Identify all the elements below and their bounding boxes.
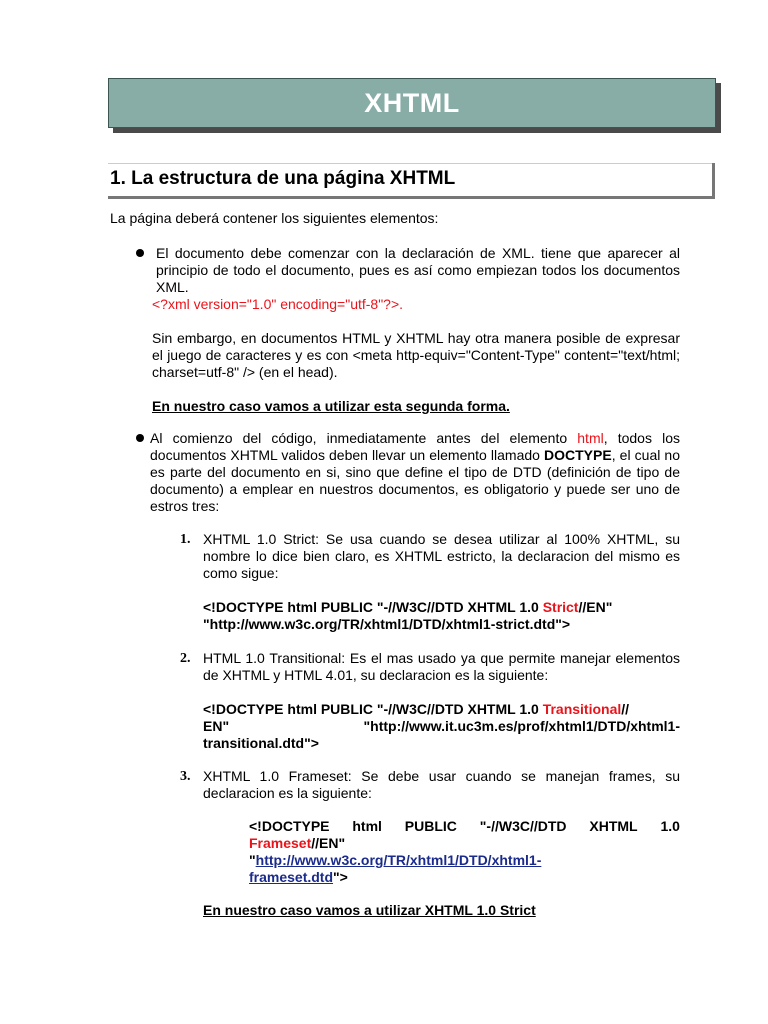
item2-code-url: "http://www.it.uc3m.es/prof/xhtml1/DTD/xhtml1- — [363, 718, 680, 734]
frameset-dtd-link[interactable]: http://www.w3c.org/TR/xhtml1/DTD/xhtml1- — [255, 852, 542, 868]
item-number-3: 3. — [180, 769, 191, 784]
item2-code — [203, 701, 680, 752]
item3-code-word-6: 1.0 — [660, 818, 680, 834]
page-title: XHTML — [364, 87, 460, 118]
item2-code-en: EN" — [203, 718, 230, 734]
bullet1-emphasis: En nuestro caso vamos a utilizar esta segunda forma. — [152, 398, 510, 414]
bullet2-text — [150, 430, 680, 515]
item-number-2: 2. — [180, 651, 191, 666]
item2-code-transitional: Transitional — [542, 701, 622, 717]
html-element-word: html — [577, 430, 604, 446]
frameset-dtd-link-cont[interactable]: frameset.dtd — [249, 869, 334, 885]
bullet1-text: El documento debe comenzar con la declaración de XML. tiene que aparecer al principio de todo el documento, pues es así como empiezan todos los documentos XML. — [156, 245, 680, 295]
item1-code-strict: Strict — [542, 599, 579, 615]
section-heading: 1. La estructura de una página XHTML — [110, 168, 456, 189]
item2-code-pre: <!DOCTYPE html PUBLIC "-//W3C//DTD XHTML 1.0 — [203, 701, 543, 717]
item3-code-post: //EN" — [311, 835, 346, 851]
item1-desc: XHTML 1.0 Strict: Se usa cuando se desea utilizar al 100% XHTML, su nombre lo dice bien claro, es XHTML estricto, la declaracion del mismo es como sigue: — [203, 531, 680, 581]
item1-code-line2: "http://www.w3c.org/TR/xhtml1/DTD/xhtml1-strict.dtd"> — [203, 616, 571, 632]
bullet1-para2: Sin embargo, en documentos HTML y XHTML hay otra manera posible de expresar el juego de caracteres y es con <meta http-equiv="Content-Type" content="text/html; charset=utf-8" /> (en el head). — [152, 330, 680, 380]
item2-code-post: // — [621, 701, 630, 717]
bullet2-mid: , todos los documentos XHTML validos deben llevar un elemento llamado — [150, 430, 680, 463]
item3-code-end: "> — [333, 869, 348, 885]
item2-desc: HTML 1.0 Transitional: Es el mas usado ya que permite manejar elementos de XHTML y HTML 4.01, su declaracion es la siguiente: — [203, 650, 680, 683]
item3-code-frameset: Frameset — [249, 835, 312, 851]
doctype-word: DOCTYPE — [544, 447, 612, 463]
item3-code-word-2: html — [352, 818, 382, 834]
final-note: En nuestro caso vamos a utilizar XHTML 1.0 Strict — [203, 902, 536, 918]
item3-desc: XHTML 1.0 Frameset: Se debe usar cuando se manejan frames, su declaracion es la siguiente: — [203, 768, 680, 801]
item3-code-quote: " — [249, 852, 256, 868]
bullet2-pre: Al comienzo del código, inmediatamente antes del elemento — [150, 430, 578, 446]
item3-code-word-1: <!DOCTYPE — [249, 818, 330, 834]
bullet-dot-1 — [136, 249, 144, 257]
item1-code — [203, 599, 680, 633]
bullet2-post: , el cual no es parte del documento en si, sino que define el tipo de DTD (definición de tipo de documento) a emplear en nuestros documentos, es obligatorio y puede ser uno de estros tres: — [150, 447, 680, 514]
item3-code — [249, 818, 680, 886]
section-heading-box — [108, 163, 715, 199]
item1-code-post: //EN" — [578, 599, 613, 615]
item3-code-word-3: PUBLIC — [404, 818, 457, 834]
intro-text: La página deberá contener los siguientes elementos: — [110, 210, 439, 226]
xml-declaration-code: <?xml version="1.0" encoding="utf-8"?>. — [152, 296, 404, 312]
item-number-1: 1. — [180, 532, 191, 547]
item1-code-pre: <!DOCTYPE html PUBLIC "-//W3C//DTD XHTML 1.0 — [203, 599, 543, 615]
title-banner — [108, 78, 716, 128]
item3-code-word-4: "-//W3C//DTD — [479, 818, 567, 834]
bullet-dot-2 — [136, 434, 144, 442]
item2-code-line3: transitional.dtd"> — [203, 735, 319, 751]
item3-code-word-5: XHTML — [589, 818, 638, 834]
